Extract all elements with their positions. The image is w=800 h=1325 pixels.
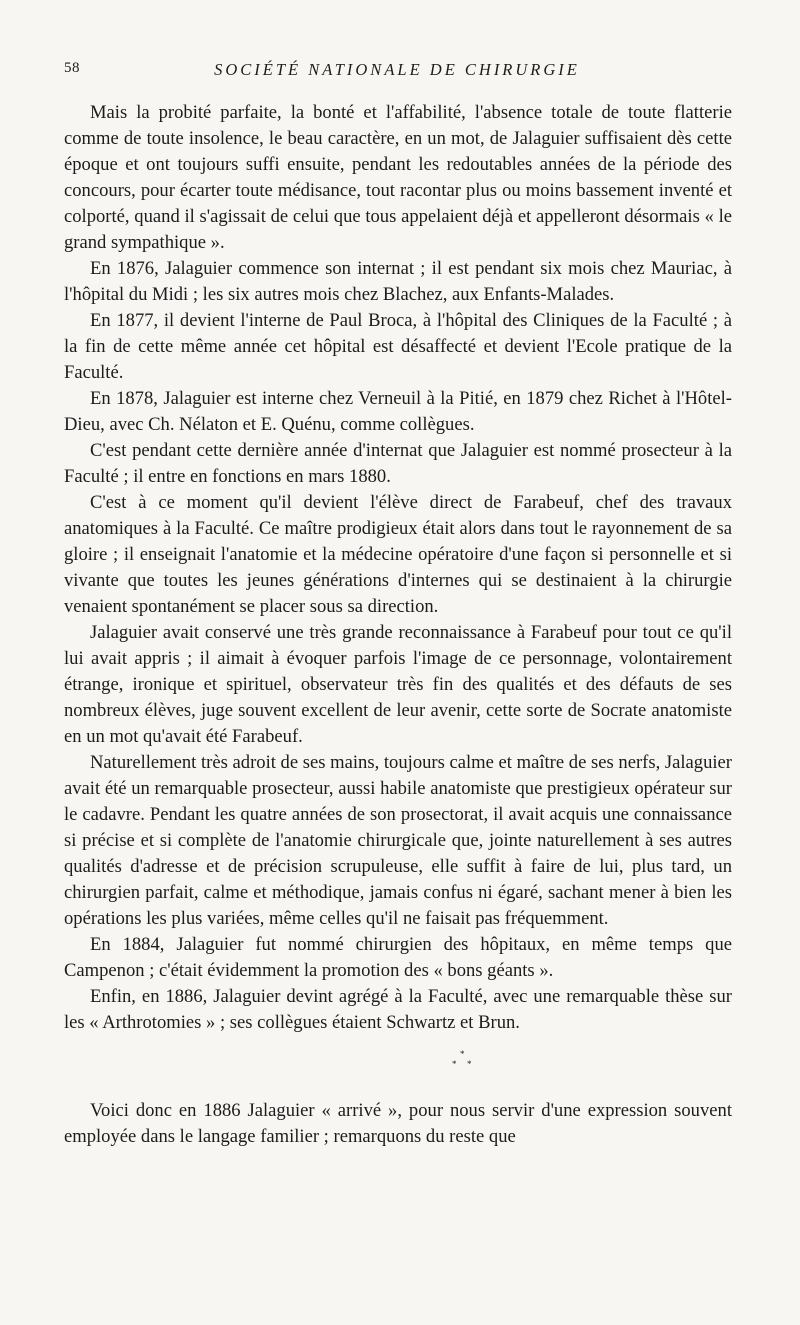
paragraph-farabeuf: C'est à ce moment qu'il devient l'élève direct de Farabeuf, chef des travaux anatomiques à la Faculté. Ce maître prodigieux était alors dans tout le rayonnement de sa gloire ; il enseignait l'anatomie et la médecine opératoire d'une façon si personnelle et si vivante que toutes les jeunes générations d'internes qui se destinaient à la chirurgie venaient spontanément se placer sous sa direction. xyxy=(64,492,732,617)
article-body xyxy=(64,100,732,1150)
paragraph-prosectorat: Naturellement très adroit de ses mains, toujours calme et maître de ses nerfs, Jalaguier avait été un remarquable prosecteur, aussi habile anatomiste que prestigieux opérateur sur le cadavre. Pendant les quatre années de son prosectorat, il avait acquis une connaissance si précise et si complète de l'anatomie chirurgicale que, jointe naturellement à ses autres qualités d'adresse et de précision scrupuleuse, elle suffit à faire de lui, plus tard, un chirurgien parfait, calme et méthodique, jamais confus ni égaré, sachant mener à bien les opérations les plus variées, même celles qu'il ne faisait pas fréquemment. xyxy=(64,752,732,929)
paragraph-1876: En 1876, Jalaguier commence son internat ; il est pendant six mois chez Mauriac, à l'hôpital du Midi ; les six autres mois chez Blachez, aux Enfants-Malades. xyxy=(64,258,732,305)
paragraph-prosecteur: C'est pendant cette dernière année d'internat que Jalaguier est nommé prosecteur à la Faculté ; il entre en fonctions en mars 1880. xyxy=(64,440,732,487)
asterism-star: * xyxy=(467,1059,472,1069)
running-head xyxy=(64,60,730,84)
page-number: 58 xyxy=(64,60,80,76)
paragraph-1886: Enfin, en 1886, Jalaguier devint agrégé à la Faculté, avec une remarquable thèse sur les « Arthrotomies » ; ses collègues étaient Schwartz et Brun. xyxy=(64,986,732,1033)
paragraph-probite: Mais la probité parfaite, la bonté et l'affabilité, l'absence totale de toute flatterie comme de toute insolence, le beau caractère, en un mot, de Jalaguier suffisaient dès cette époque et ont toujours suffi ensuite, pendant les redoutables années de la période des concours, pour écarter toute médisance, tout racontar plus ou moins bassement inventé et colporté, quand il s'agissait de celui que tous appelaient déjà et appelleront désormais « le grand sympathique ». xyxy=(64,102,732,253)
asterism-star: * xyxy=(452,1059,457,1069)
paragraph-reconnaissance: Jalaguier avait conservé une très grande reconnaissance à Farabeuf pour tout ce qu'il lui avait appris ; il aimait à évoquer parfois l'image de ce personnage, volontairement étrange, ironique et spirituel, observateur très fin des qualités et des défauts de ses nombreux élèves, juge souvent excellent de leur avenir, cette sorte de Socrate anatomiste en un mot qu'avait été Farabeuf. xyxy=(64,622,732,747)
paragraph-1878: En 1878, Jalaguier est interne chez Verneuil à la Pitié, en 1879 chez Richet à l'Hôtel-Dieu, avec Ch. Nélaton et E. Quénu, comme collègues. xyxy=(64,388,732,435)
paragraph-1884: En 1884, Jalaguier fut nommé chirurgien des hôpitaux, en même temps que Campenon ; c'était évidemment la promotion des « bons géants ». xyxy=(64,934,732,981)
paragraph-arrive: Voici donc en 1886 Jalaguier « arrivé », pour nous servir d'une expression souvent employée dans le langage familier ; remarquons du reste que xyxy=(64,1100,732,1147)
paragraph-1877: En 1877, il devient l'interne de Paul Broca, à l'hôpital des Cliniques de la Faculté ; à la fin de cette même année cet hôpital est désaffecté et devient l'Ecole pratique de la Faculté. xyxy=(64,310,732,383)
journal-title: SOCIÉTÉ NATIONALE DE CHIRURGIE xyxy=(214,60,580,79)
asterism-star: * xyxy=(460,1049,465,1059)
section-break-asterism xyxy=(64,1046,732,1090)
